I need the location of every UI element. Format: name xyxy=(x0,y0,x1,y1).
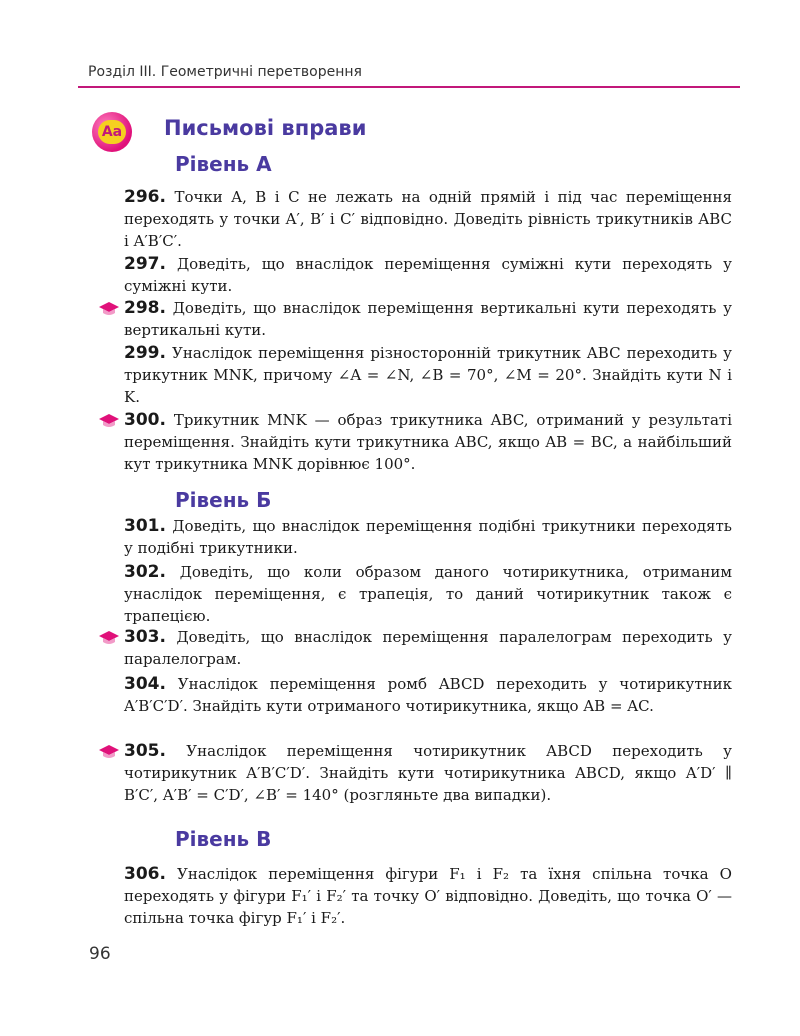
exercise-300 xyxy=(124,409,732,475)
written-exercises-badge-icon xyxy=(92,112,132,152)
exercise-text: Унаслідок переміщення ромб ABCD переходить у чотирикутник A′B′C′D′. Знайдіть кути отриманого чотирикутника, якщо AB = AC. xyxy=(124,675,732,715)
exercise-296 xyxy=(124,186,732,252)
exercise-text: Доведіть, що внаслідок переміщення вертикальні кути переходять у вертикальні кути. xyxy=(124,299,732,339)
exercise-text: Унаслідок переміщення різносторонній трикутник ABC переходить у трикутник MNK, причому ∠A = ∠N, ∠B = 70°, ∠M = 20°. Знайдіть кути N і K. xyxy=(124,344,732,406)
exercise-number: 297. xyxy=(124,254,166,274)
chapter-header: Розділ ІІІ. Геометричні перетворення xyxy=(88,64,362,80)
exercise-number: 302. xyxy=(124,562,166,582)
exercise-number: 296. xyxy=(124,187,166,207)
graduation-cap-icon xyxy=(98,744,120,760)
exercise-301 xyxy=(124,515,732,559)
exercise-text: Унаслідок переміщення чотирикутник ABCD переходить у чотирикутник A′B′C′D′. Знайдіть кути чотирикутника ABCD, якщо A′D′ ∥ B′C′, A′B′ = C′D′, ∠B′ = 140° (розгляньте два випадки). xyxy=(124,742,732,804)
level-a-heading: Рівень А xyxy=(175,152,272,176)
exercise-298 xyxy=(124,297,732,341)
exercise-305 xyxy=(124,740,732,806)
exercise-number: 305. xyxy=(124,741,166,761)
badge-label: Aa xyxy=(98,120,126,144)
header-divider xyxy=(78,86,740,88)
exercise-number: 303. xyxy=(124,627,166,647)
exercise-number: 301. xyxy=(124,516,166,536)
exercise-text: Доведіть, що внаслідок переміщення паралелограм переходить у паралелограм. xyxy=(124,628,733,668)
exercise-text: Доведіть, що коли образом даного чотирикутника, отриманим унаслідок переміщення, є трапеція, то даний чотирикутник також є трапецією. xyxy=(124,563,732,625)
page-number: 96 xyxy=(89,944,111,964)
exercise-303 xyxy=(124,626,732,670)
exercise-number: 298. xyxy=(124,298,166,318)
exercise-text: Доведіть, що внаслідок переміщення подібні трикутники переходять у подібні трикутники. xyxy=(124,517,732,557)
exercise-number: 304. xyxy=(124,674,166,694)
exercise-297 xyxy=(124,253,732,297)
section-title: Письмові вправи xyxy=(164,116,367,140)
level-b-heading: Рівень Б xyxy=(175,488,272,512)
graduation-cap-icon xyxy=(98,301,120,317)
exercise-number: 299. xyxy=(124,343,166,363)
graduation-cap-icon xyxy=(98,630,120,646)
exercise-text: Доведіть, що внаслідок переміщення суміжні кути переходять у суміжні кути. xyxy=(124,255,732,295)
exercise-306 xyxy=(124,863,732,929)
exercise-text: Унаслідок переміщення фігури F₁ і F₂ та їхня спільна точка O переходять у фігури F₁′ і F₂′ та точку O′ відповідно. Доведіть, що точка O′ — спільна точка фігур F₁′ і F₂′. xyxy=(124,865,732,927)
exercise-304 xyxy=(124,673,732,717)
graduation-cap-icon xyxy=(98,413,120,429)
exercise-number: 300. xyxy=(124,410,166,430)
level-c-heading: Рівень В xyxy=(175,827,272,851)
exercise-text: Трикутник MNK — образ трикутника ABC, отриманий у результаті переміщення. Знайдіть кути трикутника ABC, якщо AB = BC, а найбільший кут трикутника MNK дорівнює 100°. xyxy=(124,411,732,473)
exercise-302 xyxy=(124,561,732,627)
exercise-text: Точки A, B і C не лежать на одній прямій і під час переміщення переходять у точки A′, B′ і C′ відповідно. Доведіть рівність трикутників ABC і A′B′C′. xyxy=(124,188,732,250)
exercise-number: 306. xyxy=(124,864,166,884)
exercise-299 xyxy=(124,342,732,408)
